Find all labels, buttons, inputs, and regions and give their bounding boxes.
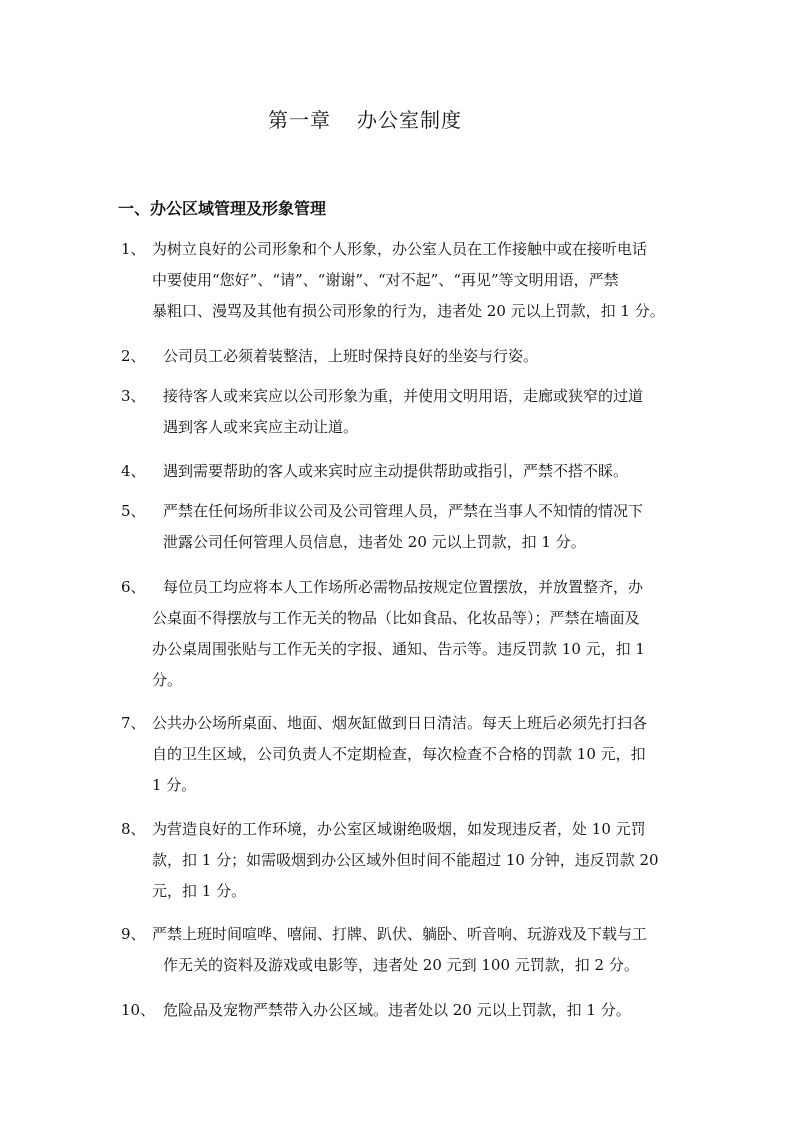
item-text-line: 遇到需要帮助的客人或来宾时应主动提供帮助或指引，严禁不搭不睬。 <box>163 462 629 480</box>
item-number: 6、 <box>121 578 146 596</box>
item-text-line: 每位员工均应将本人工作场所必需物品按规定位置摆放，并放置整齐，办 <box>163 578 644 596</box>
item-text-line: 严禁上班时间喧哗、嘻闹、打牌、趴伏、躺卧、听音响、玩游戏及下载与工 <box>152 925 648 943</box>
item-number: 7、 <box>121 714 146 732</box>
chapter-subtitle: 办公室制度 <box>357 108 462 132</box>
item-text-line: 分。 <box>152 671 183 689</box>
item-number: 3、 <box>121 387 146 405</box>
item-text-line: 接待客人或来宾应以公司形象为重，并使用文明用语，走廊或狭窄的过道 <box>163 387 644 405</box>
item-number: 1、 <box>121 240 146 258</box>
item-text-line: 自的卫生区域，公司负责人不定期检查，每次检查不合格的罚款 10 元，扣 <box>152 745 646 763</box>
item-text-line: 公桌面不得摆放与工作无关的物品（比如食品、化妆品等）；严禁在墙面及 <box>152 609 640 627</box>
item-number: 2、 <box>121 347 146 365</box>
item-text-line: 泄露公司任何管理人员信息，违者处 20 元以上罚款，扣 1 分。 <box>163 533 586 551</box>
item-number: 4、 <box>121 462 146 480</box>
item-number: 9、 <box>121 925 146 943</box>
item-number: 10、 <box>121 1001 156 1019</box>
item-text-line: 作无关的资料及游戏或电影等，违者处 20 元到 100 元罚款，扣 2 分。 <box>163 956 639 974</box>
item-text-line: 元，扣 1 分。 <box>152 882 247 900</box>
item-text-line: 为营造良好的工作环境，办公室区域谢绝吸烟，如发现违反者，处 10 元罚 <box>152 820 646 838</box>
item-text-line: 公共办公场所桌面、地面、烟灰缸做到日日清洁。每天上班后必须先打扫各 <box>152 714 648 732</box>
item-text-line: 1 分。 <box>152 776 197 794</box>
item-text-line: 办公桌周围张贴与工作无关的字报、通知、告示等。违反罚款 10 元，扣 1 <box>152 640 645 658</box>
item-text-line: 严禁在任何场所非议公司及公司管理人员，严禁在当事人不知情的情况下 <box>163 502 644 520</box>
chapter-title: 第一章 <box>268 108 331 132</box>
item-number: 5、 <box>121 502 146 520</box>
item-text-line: 款，扣 1 分；如需吸烟到办公区域外但时间不能超过 10 分钟，违反罚款 20 <box>152 851 659 869</box>
item-text-line: 危险品及宠物严禁带入办公区域。违者处以 20 元以上罚款，扣 1 分。 <box>163 1001 631 1019</box>
item-text-line: 暴粗口、漫骂及其他有损公司形象的行为，违者处 20 元以上罚款，扣 1 分。 <box>152 302 665 320</box>
item-text-line: 为树立良好的公司形象和个人形象，办公室人员在工作接触中或在接听电话 <box>152 240 648 258</box>
item-text-line: 公司员工必须着装整洁，上班时保持良好的坐姿与行姿。 <box>163 347 539 365</box>
section-heading: 一、办公区域管理及形象管理 <box>118 199 327 218</box>
chapter-title-block <box>0 104 730 133</box>
item-text-line: 遇到客人或来宾应主动让道。 <box>163 418 359 436</box>
item-number: 8、 <box>121 820 146 838</box>
item-text-line: 中要使用“您好”、“请”、“谢谢”、“对不起”、“再见”等文明用语，严禁 <box>152 271 619 289</box>
